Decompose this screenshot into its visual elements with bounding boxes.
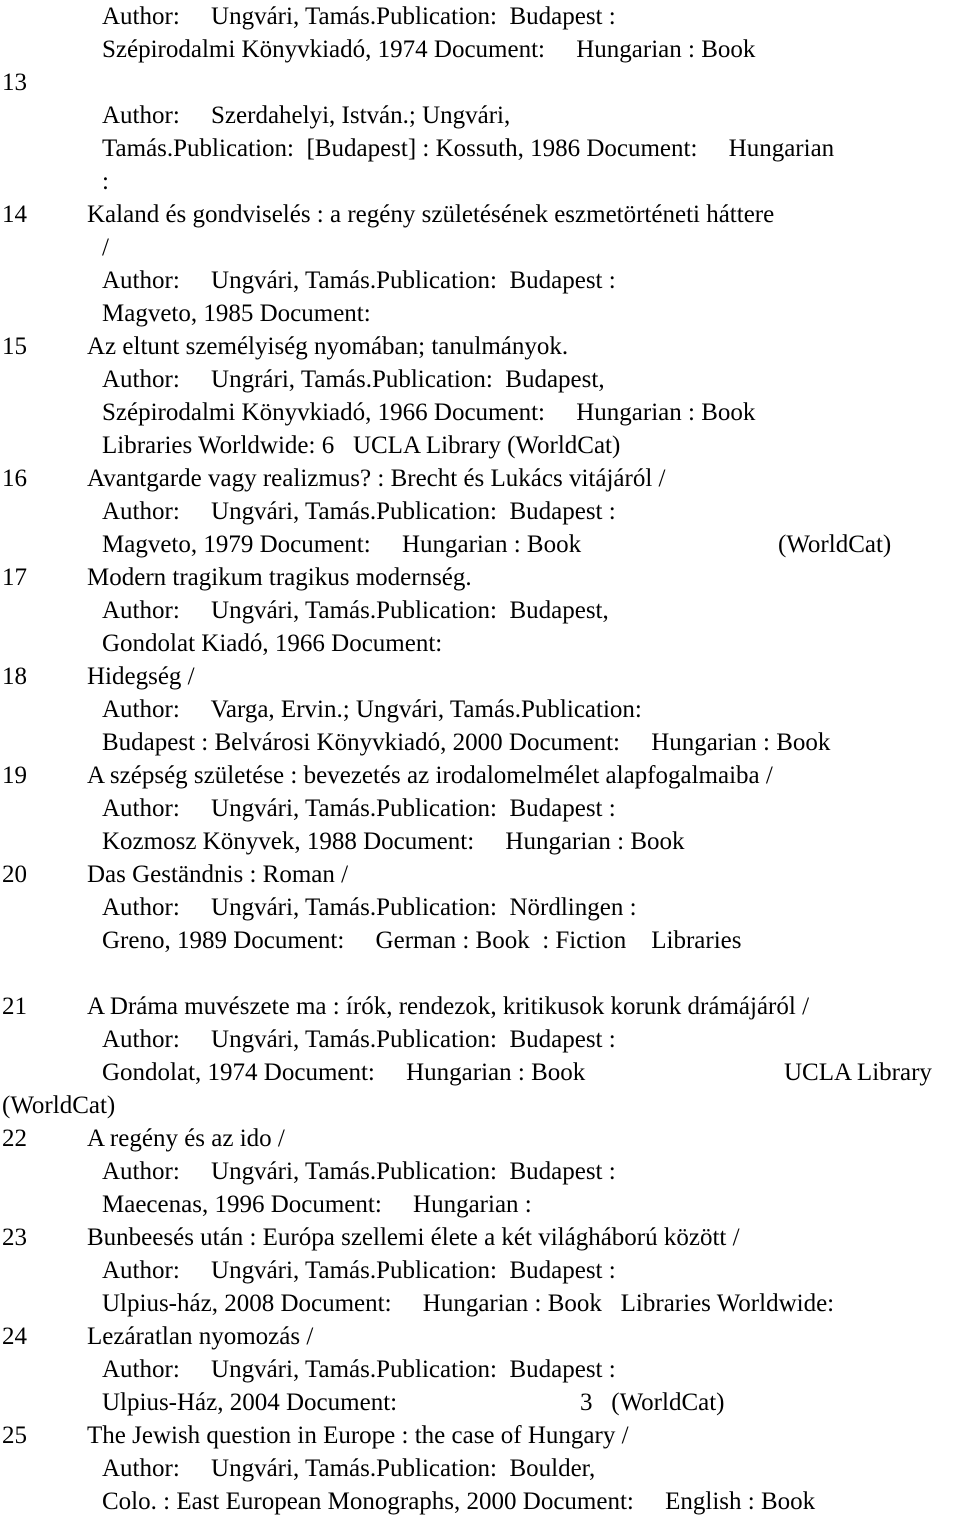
entry-title: Bunbeesés után : Európa szellemi élete a két világháború között / xyxy=(87,1224,740,1251)
entry-detail-line: Author: Ungvári, Tamás.Publication: Budapest : xyxy=(102,795,616,822)
entry-title: A Dráma muvészete ma : írók, rendezok, kritikusok korunk drámájáról / xyxy=(87,993,810,1020)
entry-detail-line: Author: Ungvári, Tamás.Publication: Budapest : xyxy=(102,267,616,294)
entry-detail-line: Tamás.Publication: [Budapest] : Kossuth, 1986 Document: Hungarian xyxy=(102,135,835,162)
entry-title: Az eltunt személyiség nyomában; tanulmányok. xyxy=(87,333,569,360)
entry-number: 20 xyxy=(2,861,27,888)
entry-number: 22 xyxy=(2,1125,27,1152)
entry-detail-line: Author: Ungvári, Tamás.Publication: Budapest : xyxy=(102,1026,616,1053)
entry-detail-line: Maecenas, 1996 Document: Hungarian : xyxy=(102,1191,532,1218)
entry-detail-line: Author: Ungvári, Tamás.Publication: Nördlingen : xyxy=(102,894,637,921)
entry-number: 24 xyxy=(2,1323,27,1350)
entry-number: 18 xyxy=(2,663,27,690)
entry-detail-line: Author: Ungvári, Tamás.Publication: Budapest : xyxy=(102,498,616,525)
entry-detail-line: Author: Ungvári, Tamás.Publication: Budapest : xyxy=(102,3,616,30)
entry-detail-line: Szépirodalmi Könyvkiadó, 1974 Document: Hungarian : Book xyxy=(102,36,756,63)
entry-title: A regény és az ido / xyxy=(87,1125,285,1152)
entry-title: Hidegség / xyxy=(87,663,195,690)
entry-detail-line: (WorldCat) xyxy=(778,531,892,558)
entry-detail-line: Gondolat Kiadó, 1966 Document: xyxy=(102,630,443,657)
entry-number: 16 xyxy=(2,465,27,492)
entry-detail-line: Author: Varga, Ervin.; Ungvári, Tamás.Publication: xyxy=(102,696,642,723)
entry-detail-line: Magveto, 1979 Document: Hungarian : Book xyxy=(102,531,582,558)
entry-number: 19 xyxy=(2,762,27,789)
entry-number: 13 xyxy=(2,69,27,96)
entry-detail-line: (WorldCat) xyxy=(2,1092,116,1119)
entry-detail-line: Gondolat, 1974 Document: Hungarian : Book xyxy=(102,1059,586,1086)
entry-detail-line: Ulpius-Ház, 2004 Document: xyxy=(102,1389,398,1416)
entry-detail-line: Author: Ungvári, Tamás.Publication: Budapest : xyxy=(102,1158,616,1185)
entry-detail-line: 3 (WorldCat) xyxy=(580,1389,725,1416)
entry-detail-line: Author: Ungvári, Tamás.Publication: Budapest : xyxy=(102,1257,616,1284)
entry-detail-line: Szépirodalmi Könyvkiadó, 1966 Document: Hungarian : Book xyxy=(102,399,756,426)
entry-detail-line: Kozmosz Könyvek, 1988 Document: Hungarian : Book xyxy=(102,828,685,855)
entry-detail-line: / xyxy=(102,234,109,261)
entry-title: The Jewish question in Europe : the case of Hungary / xyxy=(87,1422,629,1449)
entry-detail-line: UCLA Library xyxy=(784,1059,932,1086)
entry-number: 23 xyxy=(2,1224,27,1251)
entry-detail-line: Magveto, 1985 Document: xyxy=(102,300,371,327)
entry-title: Lezáratlan nyomozás / xyxy=(87,1323,314,1350)
entry-detail-line: Author: Ungvári, Tamás.Publication: Budapest, xyxy=(102,597,609,624)
entry-detail-line: Author: Ungvári, Tamás.Publication: Budapest : xyxy=(102,1356,616,1383)
entry-number: 17 xyxy=(2,564,27,591)
entry-title: Das Geständnis : Roman / xyxy=(87,861,349,888)
entry-detail-line: Colo. : East European Monographs, 2000 Document: English : Book xyxy=(102,1488,816,1515)
entry-detail-line: Budapest : Belvárosi Könyvkiadó, 2000 Document: Hungarian : Book xyxy=(102,729,831,756)
entry-detail-line: Ulpius-ház, 2008 Document: Hungarian : Book Libraries Worldwide: xyxy=(102,1290,835,1317)
entry-title: Modern tragikum tragikus modernség. xyxy=(87,564,472,591)
entry-detail-line: Libraries Worldwide: 6 UCLA Library (WorldCat) xyxy=(102,432,621,459)
entry-detail-line: Author: Ungrári, Tamás.Publication: Budapest, xyxy=(102,366,605,393)
entry-number: 15 xyxy=(2,333,27,360)
entry-title: A szépség születése : bevezetés az irodalomelmélet alapfogalmaiba / xyxy=(87,762,773,789)
entry-detail-line: Greno, 1989 Document: German : Book : Fiction Libraries xyxy=(102,927,742,954)
entry-number: 25 xyxy=(2,1422,27,1449)
entry-detail-line: Author: Ungvári, Tamás.Publication: Boulder, xyxy=(102,1455,596,1482)
entry-detail-line: : xyxy=(102,168,109,195)
entry-title: Kaland és gondviselés : a regény születésének eszmetörténeti háttere xyxy=(87,201,775,228)
entry-number: 14 xyxy=(2,201,27,228)
entry-number: 21 xyxy=(2,993,27,1020)
entry-detail-line: Author: Szerdahelyi, István.; Ungvári, xyxy=(102,102,511,129)
entry-title: Avantgarde vagy realizmus? : Brecht és Lukács vitájáról / xyxy=(87,465,666,492)
